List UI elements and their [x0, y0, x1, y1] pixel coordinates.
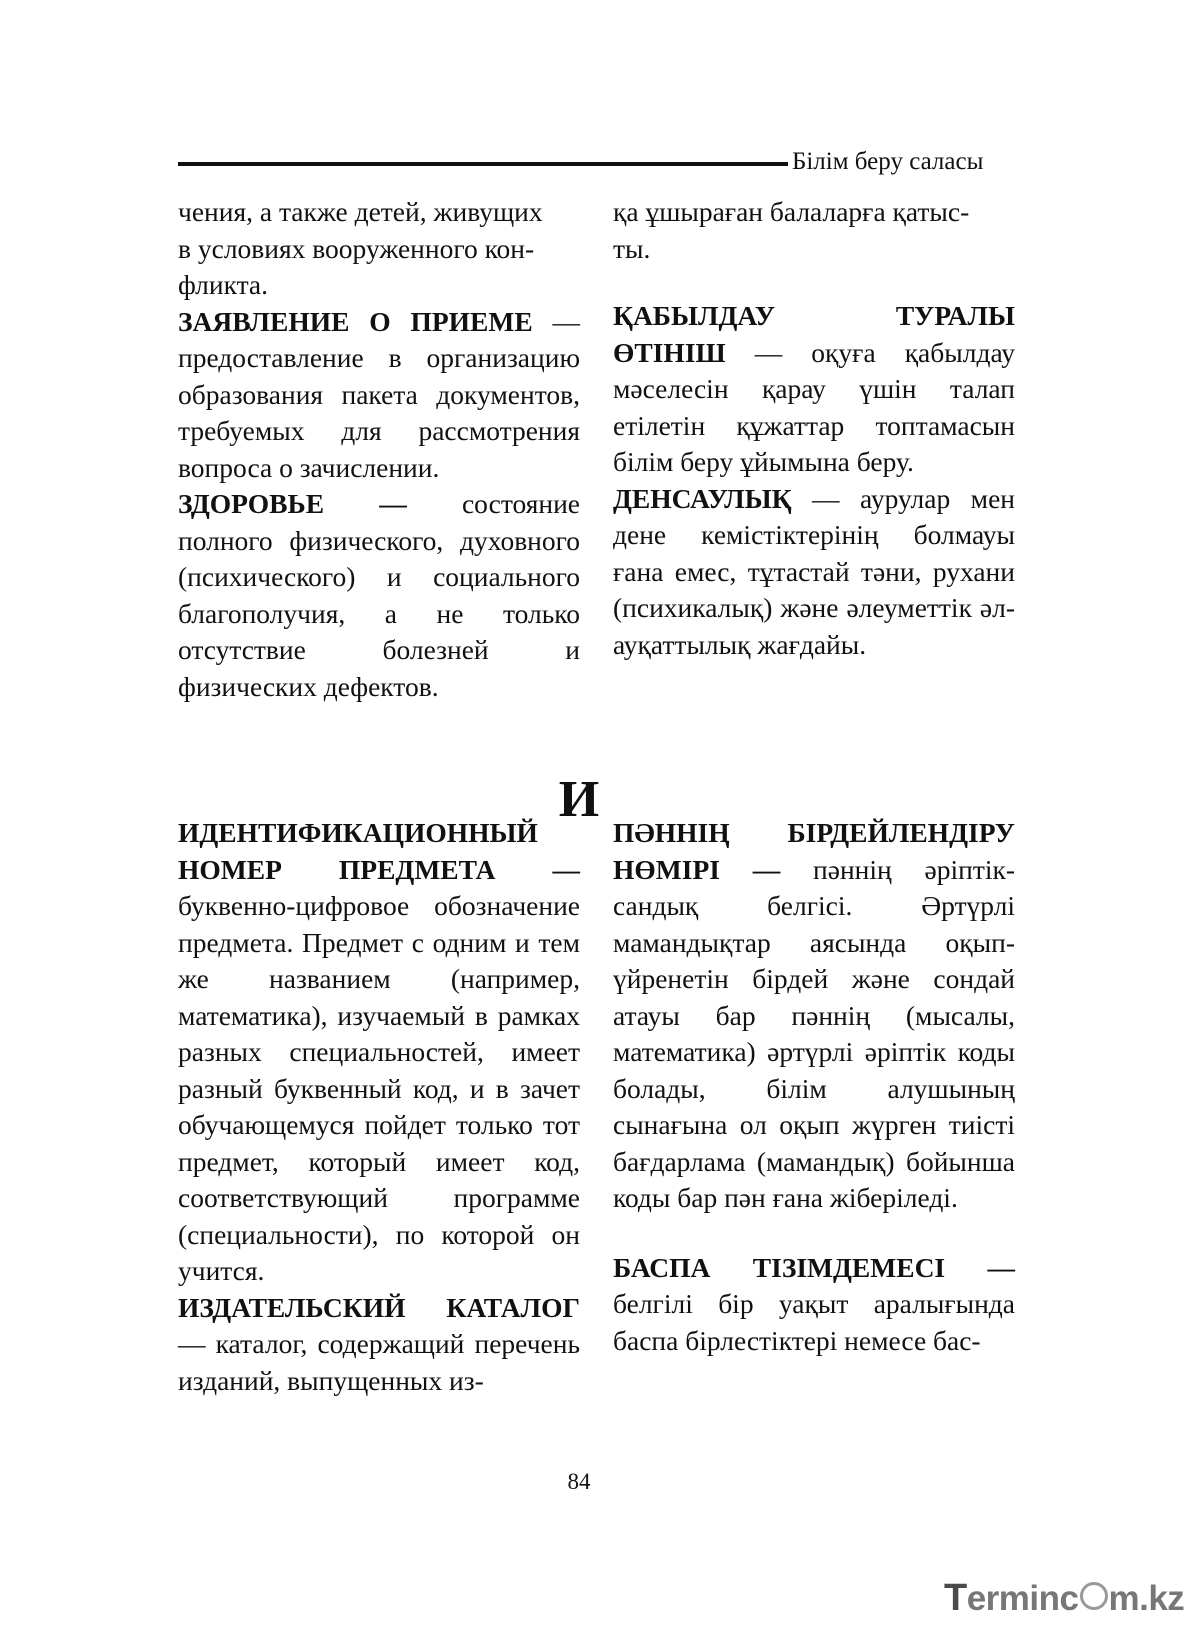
entry-pannin [613, 815, 1015, 1217]
header-rule [178, 162, 788, 166]
entry-kabyldau [613, 298, 1015, 481]
entry-term: ПӘННІҢ БІРДЕЙЛЕНДІРУ НӨМІРІ — [613, 817, 1015, 885]
running-header: Білім беру саласы [792, 148, 984, 175]
entry-term: ЗАЯВЛЕНИЕ О ПРИЕМЕ [178, 305, 533, 337]
entry-term: ДЕНСАУЛЫҚ [613, 482, 792, 514]
continued-line: чения, а также детей, живущих в условиях вооруженного кон- фликта. [178, 196, 543, 300]
section-letter: И [558, 771, 600, 828]
entry-definition: — аурулар мен дене кемістіктерінің болмауы ғана емес, тұтастай тәни, рухани (психикалық) және әлеуметтік әл-ауқаттылық жағдайы. [613, 482, 1015, 660]
entry-zayavlenie: ЗАЯВЛЕНИЕ О ПРИЕМЕ — предоставление в организацию образования пакета документов, требуемых для рассмотрения вопроса о зачислении. [178, 305, 580, 483]
continued-line: қа ұшыраған балаларға қатыс- ты. [613, 196, 970, 264]
entry-definition: состояние полного физического, духовного (психического) и социального благополучия, а не только отсутствие болезней и физических дефектов. [178, 488, 580, 702]
entry-definition: буквенно-цифровое обозначение предмета. Предмет с одним и тем же названием (например, математика), изучаемый в рамках разных специальностей, имеет разный буквенный код, и в зачет обучающемуся пойдет только тот предмет, который имеет код, соответствующий программе (специальности), по которой он учится. [178, 890, 580, 1286]
termincom-watermark: Terminc m.kz [944, 1577, 1184, 1619]
entry-definition: — каталог, содержащий перечень изданий, выпущенных из- [178, 1328, 580, 1396]
entry-term: ЗДОРОВЬЕ — [178, 488, 407, 519]
entry-term: ИЗДАТЕЛЬСКИЙ КАТАЛОГ [178, 1291, 580, 1323]
entry-definition: белгілі бір уақыт аралығында баспа бірлестіктері немесе бас- [613, 1288, 1015, 1356]
entry-term: ҚАБЫЛДАУ ТУРАЛЫ [613, 300, 1015, 331]
right-column-bottom [613, 815, 1015, 1359]
page-number: 84 [567, 1469, 591, 1494]
entry-baspa [613, 1250, 1015, 1360]
entry-term: БАСПА ТІЗІМДЕМЕСІ — [613, 1251, 1015, 1283]
entry-identifikacionnyi [178, 815, 580, 1290]
watermark-o-icon [1080, 1582, 1108, 1610]
entry-definition: предоставление в организацию образования пакета документов, требуемых для рассмотрения вопроса о зачислении. [178, 342, 580, 483]
entry-zdorovie [178, 486, 580, 705]
entry-densaulyk [613, 481, 1015, 664]
left-column-top [178, 194, 580, 705]
entry-term: ИДЕНТИФИКАЦИОННЫЙ НОМЕР ПРЕДМЕТА — [178, 817, 580, 885]
entry-izdatelskii [178, 1290, 580, 1400]
right-column-top [613, 194, 1015, 663]
entry-term-cont: ӨТІНІШ [613, 336, 726, 368]
left-column-bottom [178, 815, 580, 1399]
entry-definition: — оқуға қабылдау мәселесін қарау үшін талап етілетін құжаттар топтамасын білім беру ұйымына беру. [613, 336, 1015, 477]
entry-definition: пәннің әріптік-сандық белгісі. Әртүрлі мамандықтар аясында оқып-үйренетін бірдей және сондай атауы бар пәннің (мысалы, математика) әртүрлі әріптік коды болады, білім алушының сынағына ол оқып жүрген тиісті бағдарлама (мамандық) бойынша коды бар пән ғана жіберіледі. [613, 853, 1015, 1213]
